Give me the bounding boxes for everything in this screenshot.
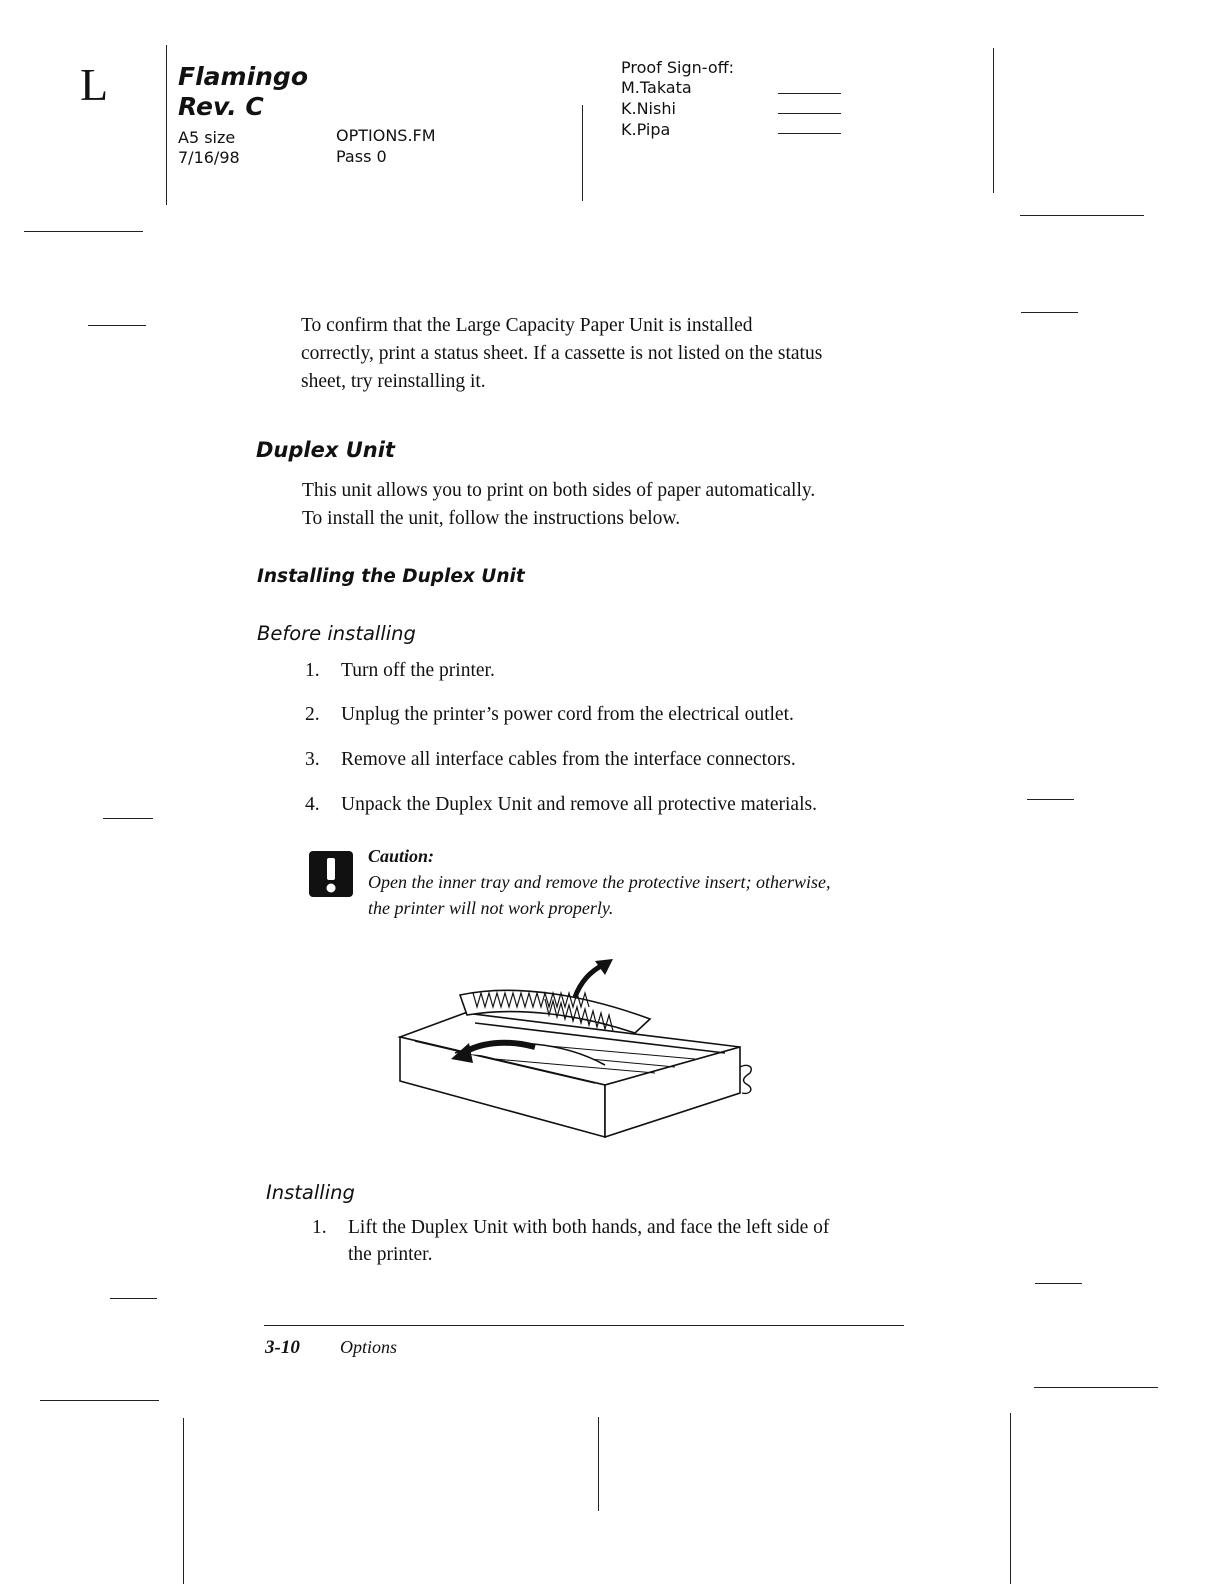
page-number: 3-10 [265,1337,300,1358]
step-text: Unplug the printer’s power cord from the electrical outlet. [341,704,794,725]
doc-date: 7/16/98 [178,148,240,167]
caution-title: Caution: [368,846,435,866]
step-number: 4. [305,794,320,815]
doc-pass: Pass 0 [336,147,387,166]
proof-label: Proof Sign-off: [621,58,735,77]
step-number: 3. [305,749,320,770]
signoff-name: M.Takata [621,78,692,97]
text-line: sheet, try reinstalling it. [301,371,486,392]
signoff-name: K.Pipa [621,120,671,139]
step-text: Lift the Duplex Unit with both hands, and face the left side of [348,1217,830,1238]
step-text: Unpack the Duplex Unit and remove all protective materials. [341,794,817,815]
crop-mark [183,1418,184,1584]
doc-title: Flamingo [178,62,309,91]
margin-mark [1027,799,1074,800]
header-divider [166,45,167,205]
signoff-line [778,133,841,134]
crop-mark [1010,1413,1011,1584]
text-line: Open the inner tray and remove the protective insert; otherwise, [368,872,831,892]
step-number: 1. [312,1217,327,1238]
subsection-heading: Installing the Duplex Unit [257,566,525,587]
signoff-name: K.Nishi [621,99,676,118]
footer-rule [264,1325,904,1326]
signoff-line [778,93,841,94]
step-number: 1. [305,660,320,681]
margin-mark [1021,312,1078,313]
crop-mark [1034,1387,1158,1388]
text-line: To confirm that the Large Capacity Paper Unit is installed [301,315,753,336]
duplex-description [302,477,922,533]
text-line: the printer will not work properly. [368,898,614,918]
duplex-unit-illustration [395,955,765,1145]
step-text: Turn off the printer. [341,660,495,681]
intro-paragraph [301,312,921,396]
step-number: 2. [305,704,320,725]
step-text: Remove all interface cables from the interface connectors. [341,749,796,770]
text-line: This unit allows you to print on both sides of paper automatically. [302,480,816,501]
signoff-line [778,113,841,114]
crop-mark [24,231,143,232]
doc-size: A5 size [178,128,236,147]
caution-text [368,869,928,921]
crop-mark [1020,215,1144,216]
proof-divider [582,105,583,201]
margin-mark [88,325,146,326]
crop-mark [40,1400,159,1401]
margin-mark [103,818,153,819]
corner-letter: L [80,59,109,110]
margin-mark [110,1298,157,1299]
doc-revision: Rev. C [178,92,264,121]
margin-mark [1035,1283,1082,1284]
doc-filename: OPTIONS.FM [336,126,436,145]
right-crop-line [993,48,994,193]
crop-mark [598,1417,599,1511]
step-group-heading: Before installing [257,622,416,645]
section-name: Options [340,1337,398,1357]
text-line: correctly, print a status sheet. If a cassette is not listed on the status [301,343,823,364]
section-heading: Duplex Unit [256,438,395,462]
step-group-heading: Installing [266,1181,355,1204]
caution-icon [309,851,353,897]
text-line: To install the unit, follow the instructions below. [302,508,681,529]
step-text: the printer. [348,1244,433,1265]
